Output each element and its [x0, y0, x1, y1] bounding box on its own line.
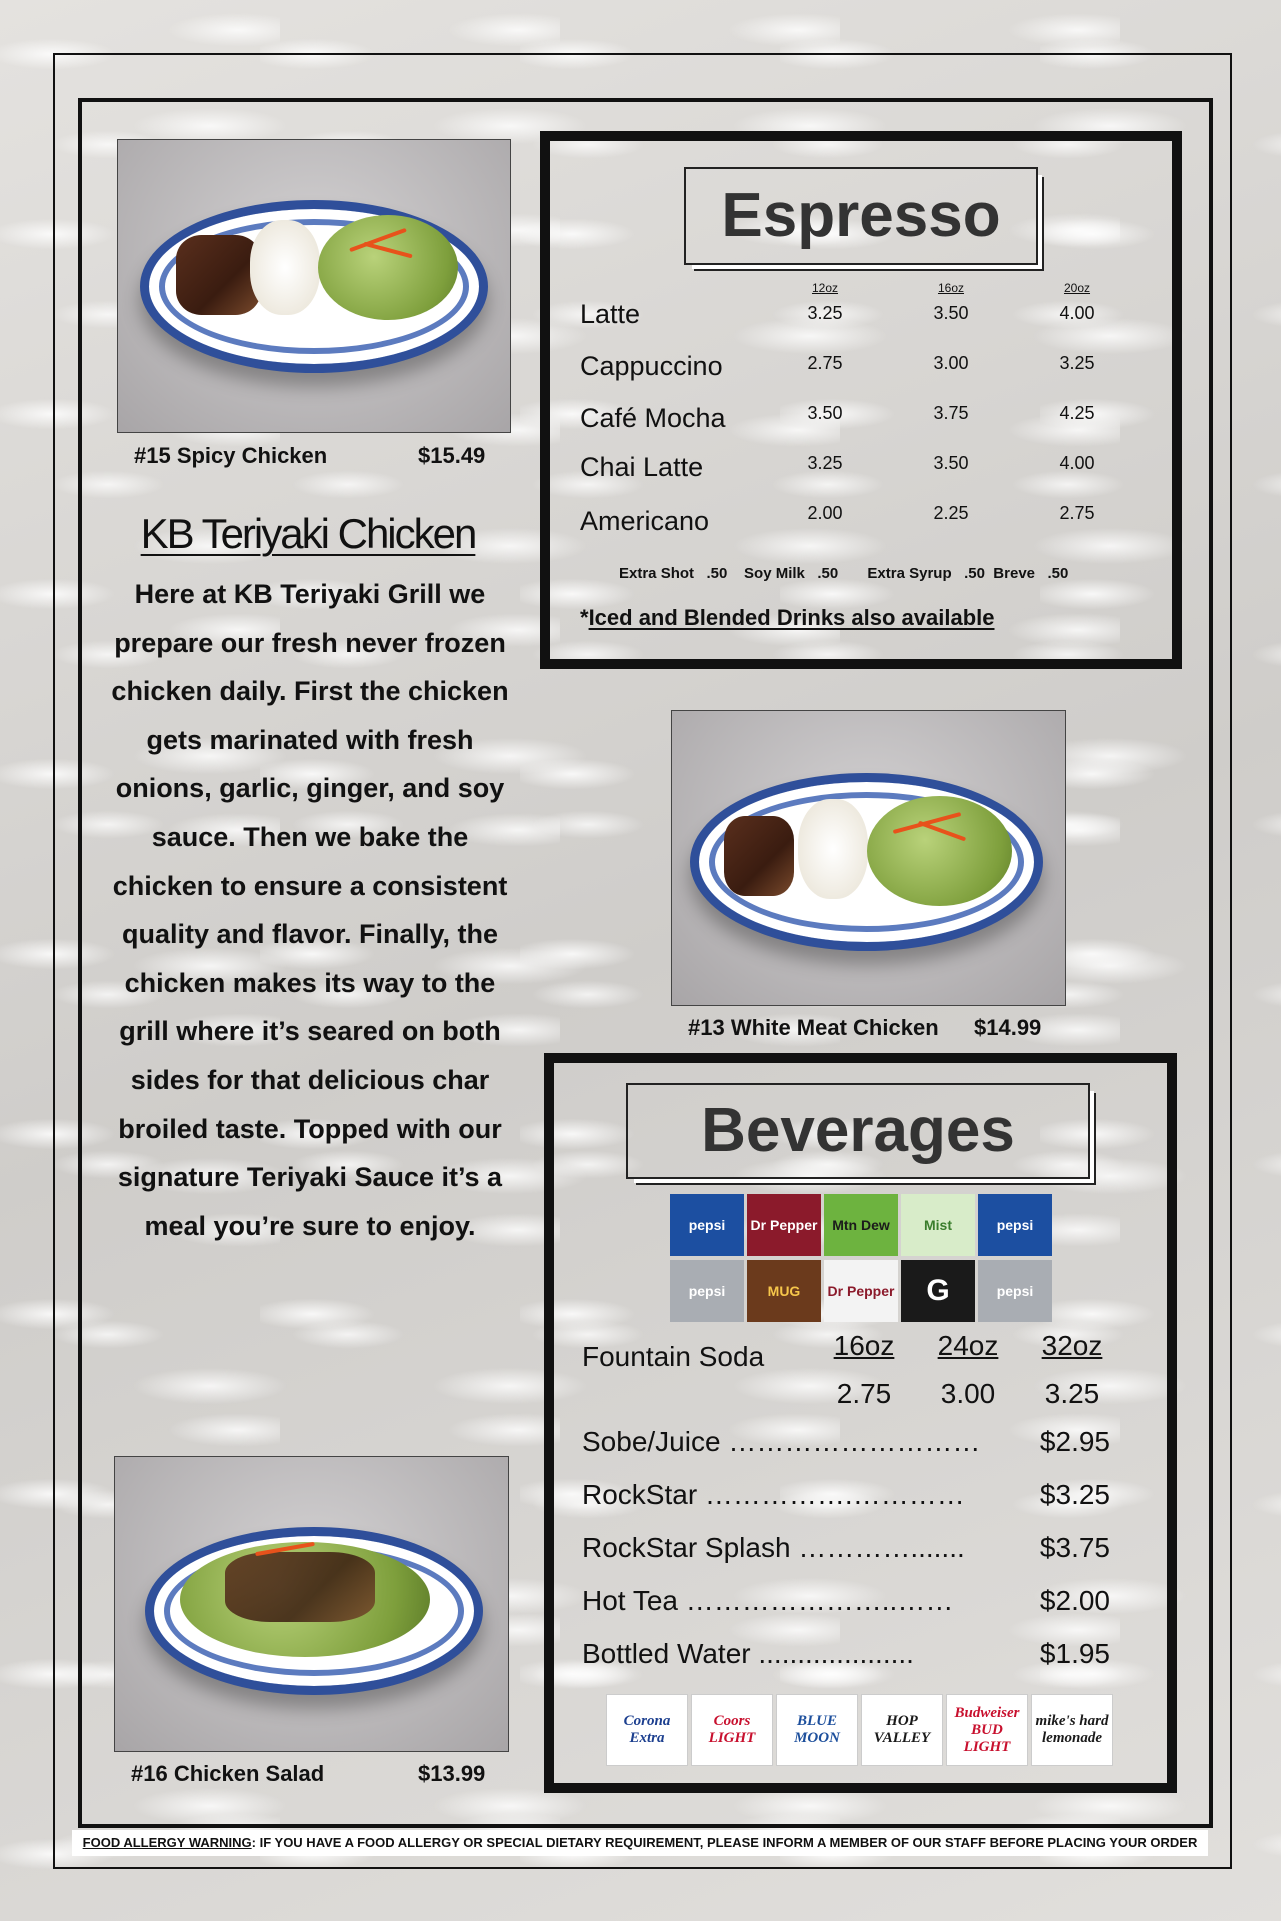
mist-logo: Mist [901, 1194, 975, 1256]
beverages-title: Beverages [626, 1083, 1090, 1179]
white-meat-chicken-photo [671, 710, 1066, 1006]
diet-pepsi-logo: pepsi [978, 1260, 1052, 1322]
fountain-size: 32oz [1041, 1330, 1103, 1361]
pepsi-logo: pepsi [670, 1194, 744, 1256]
corona-logo: Corona Extra [606, 1694, 688, 1766]
fountain-soda-label: Fountain Soda [582, 1341, 765, 1372]
espresso-price: 2.75 [1059, 503, 1095, 523]
beverage-price: $3.75 [1039, 1532, 1110, 1563]
spicy-chicken-photo [117, 139, 511, 433]
espresso-price: 3.50 [807, 403, 843, 423]
beer-logos [606, 1694, 1116, 1766]
fountain-size: 24oz [937, 1330, 999, 1361]
espresso-price: 4.00 [1059, 453, 1095, 473]
espresso-extras: Extra Shot .50 Soy Milk .50 Extra Syrup .50 Breve .50 [619, 565, 1069, 582]
mug-root-beer-logo: MUG [747, 1260, 821, 1322]
dish-price: $14.99 [974, 1015, 1042, 1040]
mikes-hard-lemonade-logo: mike's hard lemonade [1031, 1694, 1113, 1766]
espresso-item: Cappuccino [580, 351, 723, 381]
espresso-note: *Iced and Blended Drinks also available [580, 605, 995, 630]
size-header: 16oz [937, 281, 965, 295]
beverage-item: Hot Tea …………………..…… [582, 1585, 954, 1616]
espresso-title: Espresso [684, 167, 1038, 265]
espresso-item: Chai Latte [580, 452, 704, 482]
story-body: Here at KB Teriyaki Grill we prepare our fresh never frozen chicken daily. First the chicken gets marinated with fresh onions, garlic, ginger, and soy sauce. Then we bake the chicken to ensure a consistent quality and flavor. Finally, the chicken makes its way to the grill where it’s seared on both sides for that delicious char broiled taste. Topped with our signature Teriyaki Sauce it’s a meal you’re sure to enjoy. [111, 579, 509, 1241]
soda-logos [670, 1194, 1060, 1324]
espresso-price: 4.00 [1059, 303, 1095, 323]
chicken [225, 1552, 375, 1622]
mtn-dew-logo: Mtn Dew [824, 1194, 898, 1256]
dish-price: $15.49 [418, 443, 486, 468]
espresso-price: 2.00 [807, 503, 843, 523]
beverage-price: $3.25 [1039, 1479, 1110, 1510]
dish-caption: #13 White Meat Chicken [688, 1015, 939, 1040]
pepsi-logo: pepsi [978, 1194, 1052, 1256]
fountain-price: 3.00 [940, 1378, 996, 1409]
chicken-salad-photo [114, 1456, 509, 1752]
espresso-price: 3.75 [933, 403, 969, 423]
beverage-item: RockStar Splash …………....... [582, 1532, 965, 1563]
rice [798, 799, 868, 899]
diet-pepsi-logo: pepsi [670, 1260, 744, 1322]
beverage-item: Bottled Water .................... [582, 1638, 914, 1669]
blue-moon-logo: BLUE MOON [776, 1694, 858, 1766]
dish-caption: #15 Spicy Chicken [134, 443, 328, 468]
espresso-price: 2.75 [807, 353, 843, 373]
salad [867, 796, 1012, 906]
espresso-item: Americano [580, 506, 710, 536]
dish-caption: #16 Chicken Salad [131, 1761, 325, 1786]
espresso-item: Latte [580, 299, 641, 329]
espresso-price: 3.50 [933, 303, 969, 323]
espresso-price: 4.25 [1059, 403, 1095, 423]
rice [250, 220, 320, 315]
fountain-price: 3.25 [1044, 1378, 1100, 1409]
beverage-item: Sobe/Juice ……………………… [582, 1426, 981, 1457]
espresso-price: 3.25 [807, 453, 843, 473]
espresso-item: Café Mocha [580, 403, 726, 433]
espresso-price: 3.25 [807, 303, 843, 323]
size-header: 12oz [811, 281, 839, 295]
fountain-size: 16oz [833, 1330, 895, 1361]
espresso-price: 3.25 [1059, 353, 1095, 373]
espresso-price: 3.00 [933, 353, 969, 373]
allergy-warning: FOOD ALLERGY WARNING: IF YOU HAVE A FOOD ALLERGY OR SPECIAL DIETARY REQUIREMENT, PLEASE INFORM A MEMBER OF OUR STAFF BEFORE PLACING YOUR ORDER [72, 1830, 1208, 1856]
fountain-price: 2.75 [836, 1378, 892, 1409]
story-title: KB Teriyaki Chicken [140, 510, 476, 557]
beverage-item: RockStar …………….………… [582, 1479, 965, 1510]
dish-price: $13.99 [418, 1761, 486, 1786]
espresso-price: 2.25 [933, 503, 969, 523]
dr-pepper-logo: Dr Pepper [747, 1194, 821, 1256]
beverage-price: $1.95 [1039, 1638, 1110, 1669]
gatorade-logo: G [901, 1260, 975, 1322]
chicken [176, 235, 261, 315]
budweiser-logo: Budweiser BUD LIGHT [946, 1694, 1028, 1766]
hop-valley-logo: HOP VALLEY [861, 1694, 943, 1766]
coors-light-logo: Coors LIGHT [691, 1694, 773, 1766]
diet-dr-pepper-logo: Dr Pepper [824, 1260, 898, 1322]
espresso-price: 3.50 [933, 453, 969, 473]
beverage-price: $2.95 [1039, 1426, 1110, 1457]
salad [318, 215, 458, 320]
beverage-price: $2.00 [1039, 1585, 1110, 1616]
chicken [724, 816, 794, 896]
size-header: 20oz [1063, 281, 1091, 295]
